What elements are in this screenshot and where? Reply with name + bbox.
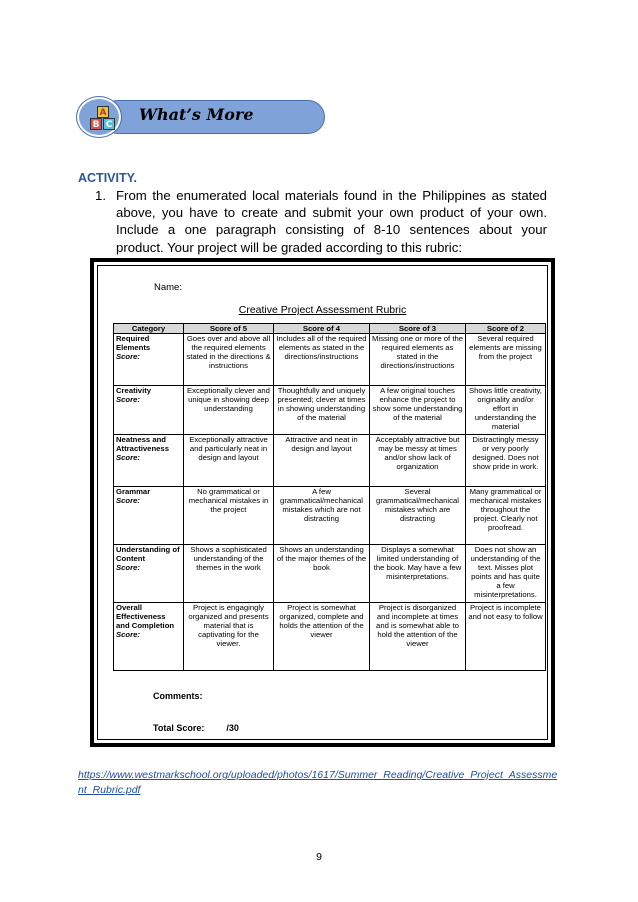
- rubric-comments-label: Comments:: [153, 691, 203, 701]
- cell-score-2: Shows little creativity, originality and/or effort in understanding the material: [466, 386, 546, 434]
- category-score-label: Score:: [116, 395, 140, 405]
- cell-score-4: Attractive and neat in design and layout: [274, 434, 370, 486]
- category-name: Grammar: [116, 486, 151, 496]
- category-score-label: Score:: [116, 562, 140, 572]
- cell-score-4: Thoughtfully and uniquely presented; clever at times in showing understanding of the material: [274, 386, 370, 434]
- block-b: B: [90, 118, 102, 130]
- rubric-table: [113, 323, 546, 671]
- category-score-label: Score:: [116, 452, 140, 462]
- rubric-header-row: [114, 324, 546, 334]
- table-row: [114, 602, 546, 670]
- cell-score-5: No grammatical or mechanical mistakes in the project: [184, 486, 274, 544]
- category-cell: [114, 486, 184, 544]
- cell-score-5: Exceptionally attractive and particularly neat in design and layout: [184, 434, 274, 486]
- cell-score-5: Goes over and above all the required elements stated in the directions & instructions: [184, 334, 274, 386]
- table-row: [114, 386, 546, 434]
- cell-score-3: Displays a somewhat limited understanding of the book. May have a few misinterpretations.: [370, 544, 466, 602]
- table-row: [114, 486, 546, 544]
- rubric-name-label: Name:: [154, 282, 182, 293]
- category-name: Required Elements: [116, 334, 151, 353]
- category-name: Overall Effectiveness and Completion: [116, 602, 175, 630]
- cell-score-2: Many grammatical or mechanical mistakes throughout the project. Clearly not proofread.: [466, 486, 546, 544]
- total-score-value: /30: [226, 723, 239, 733]
- category-cell: [114, 334, 184, 386]
- header-score-2: Score of 2: [466, 324, 546, 334]
- cell-score-3: A few original touches enhance the project to show some understanding of the material: [370, 386, 466, 434]
- table-row: [114, 434, 546, 486]
- block-c: C: [103, 118, 115, 130]
- page-number: 9: [316, 851, 322, 863]
- table-row: [114, 334, 546, 386]
- total-score-label: Total Score:: [153, 723, 205, 733]
- category-name: Creativity: [116, 386, 152, 396]
- block-a: A: [97, 106, 109, 118]
- rubric-image: [90, 258, 555, 747]
- category-cell: [114, 602, 184, 670]
- rubric-total-score: [153, 723, 239, 733]
- banner-title: What’s More: [139, 105, 254, 124]
- category-score-label: Score:: [116, 629, 140, 639]
- activity-instructions: [95, 187, 547, 256]
- category-score-label: Score:: [116, 495, 140, 505]
- category-cell: [114, 386, 184, 434]
- cell-score-4: Project is somewhat organized, complete and holds the attention of the viewer: [274, 602, 370, 670]
- header-score-3: Score of 3: [370, 324, 466, 334]
- category-cell: [114, 434, 184, 486]
- section-banner: [77, 97, 325, 137]
- abc-blocks-icon: [77, 97, 121, 137]
- cell-score-4: A few grammatical/mechanical mistakes which are not distracting: [274, 486, 370, 544]
- category-cell: [114, 544, 184, 602]
- cell-score-5: Exceptionally clever and unique in showing deep understanding: [184, 386, 274, 434]
- header-score-5: Score of 5: [184, 324, 274, 334]
- list-number: 1.: [95, 188, 106, 203]
- category-score-label: Score:: [116, 352, 140, 362]
- cell-score-4: Includes all of the required elements as stated in the directions/instructions: [274, 334, 370, 386]
- cell-score-3: Missing one or more of the required elements as stated in the directions/instructions: [370, 334, 466, 386]
- cell-score-5: Shows a sophisticated understanding of the themes in the work: [184, 544, 274, 602]
- cell-score-3: Several grammatical/mechanical mistakes which are distracting: [370, 486, 466, 544]
- instruction-text: From the enumerated local materials found in the Philippines as stated above, you have to create and submit your own product of your own. Include a one paragraph consisting of 8-10 sentences about your product. Your project will be graded according to this rubric:: [116, 188, 547, 255]
- rubric-title: Creative Project Assessment Rubric: [238, 304, 407, 316]
- cell-score-2: Distractingly messy or very poorly designed. Does not show pride in work.: [466, 434, 546, 486]
- category-name: Neatness and Attractiveness: [116, 434, 169, 453]
- activity-heading: ACTIVITY.: [78, 171, 138, 185]
- cell-score-3: Project is disorganized and incomplete at times and is somewhat able to hold the attention of the viewer: [370, 602, 466, 670]
- cell-score-2: Project is incomplete and not easy to follow: [466, 602, 546, 670]
- cell-score-4: Shows an understanding of the major themes of the book: [274, 544, 370, 602]
- header-score-4: Score of 4: [274, 324, 370, 334]
- cell-score-3: Acceptably attractive but may be messy at times and/or show lack of organization: [370, 434, 466, 486]
- rubric-inner-border: [97, 265, 548, 740]
- cell-score-5: Project is engagingly organized and presents material that is captivating for the viewer.: [184, 602, 274, 670]
- header-category: Category: [114, 324, 184, 334]
- cell-score-2: Does not show an understanding of the text. Misses plot points and has quite a few misinterpretations.: [466, 544, 546, 602]
- source-link[interactable]: https://www.westmarkschool.org/uploaded/photos/1617/Summer_Reading/Creative_Project_Assessment_Rubric.pdf: [78, 769, 558, 796]
- table-row: [114, 544, 546, 602]
- cell-score-2: Several required elements are missing from the project: [466, 334, 546, 386]
- category-name: Understanding of Content: [116, 544, 180, 563]
